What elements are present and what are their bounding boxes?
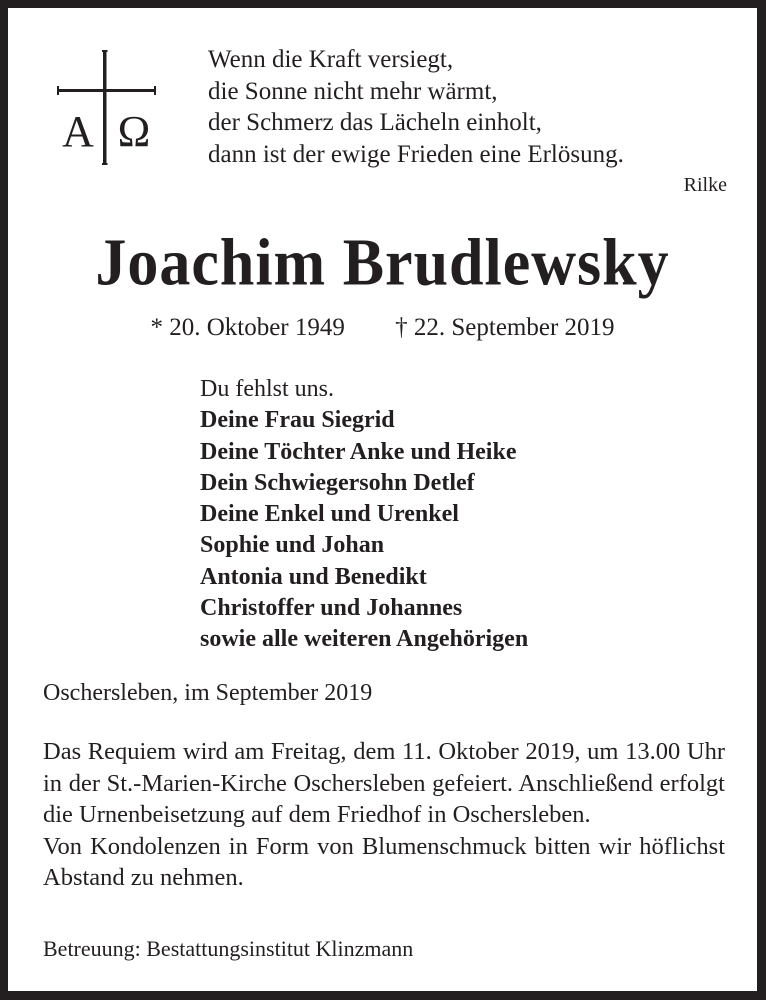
- obituary-card: [8, 8, 757, 991]
- funeral-home-credit: Betreuung: Bestattungsinstitut Klinzmann: [43, 936, 414, 961]
- poem-line: dann ist der ewige Frieden eine Erlösung.: [208, 140, 624, 168]
- place-date: Oschersleben, im September 2019: [43, 680, 373, 706]
- alpha-glyph: A: [62, 107, 94, 156]
- death-date: † 22. September 2019: [395, 314, 615, 341]
- omega-glyph: Ω: [117, 107, 151, 156]
- poem-line: der Schmerz das Lächeln einholt,: [208, 109, 542, 136]
- birth-date: * 20. Oktober 1949: [150, 314, 345, 341]
- cross-horizontal-bar: [58, 89, 155, 92]
- mourner-line: Dein Schwiegersohn Detlef: [200, 469, 475, 496]
- mourners-list: [200, 374, 528, 656]
- requiem-paragraph: Das Requiem wird am Freitag, dem 11. Oktober 2019, um 13.00 Uhr in der St.-Marien-Kirche Oschersleben gefeiert. Anschließend erfolgt die Urnenbeisetzung auf dem Friedhof in Oschersleben.: [43, 738, 725, 828]
- poem: [208, 44, 624, 170]
- mourner-line: Christoffer und Johannes: [200, 595, 463, 622]
- mourner-line: sowie alle weiteren Angehörigen: [200, 626, 529, 653]
- funeral-notice: [43, 736, 725, 894]
- mourner-line: Deine Enkel und Urenkel: [200, 501, 459, 528]
- mourner-line: Deine Frau Siegrid: [200, 407, 395, 434]
- mourner-line: Deine Töchter Anke und Heike: [200, 438, 517, 465]
- mourners-intro: Du fehlst uns.: [200, 376, 334, 402]
- poem-line: die Sonne nicht mehr wärmt,: [208, 77, 498, 105]
- life-dates: [8, 314, 757, 342]
- poem-author: Rilke: [683, 174, 727, 196]
- poem-line: Wenn die Kraft versiegt,: [208, 46, 454, 73]
- mourner-line: Sophie und Johan: [200, 532, 385, 559]
- condolence-paragraph: Von Kondolenzen in Form von Blumenschmuck bitten wir höflichst Abstand zu nehmen.: [43, 832, 725, 891]
- cross-vertical-bar: [103, 50, 107, 165]
- mourner-line: Antonia und Benedikt: [200, 563, 427, 590]
- deceased-name: Joachim Brudlewsky: [95, 226, 670, 300]
- alpha-omega-cross-icon: [56, 50, 160, 166]
